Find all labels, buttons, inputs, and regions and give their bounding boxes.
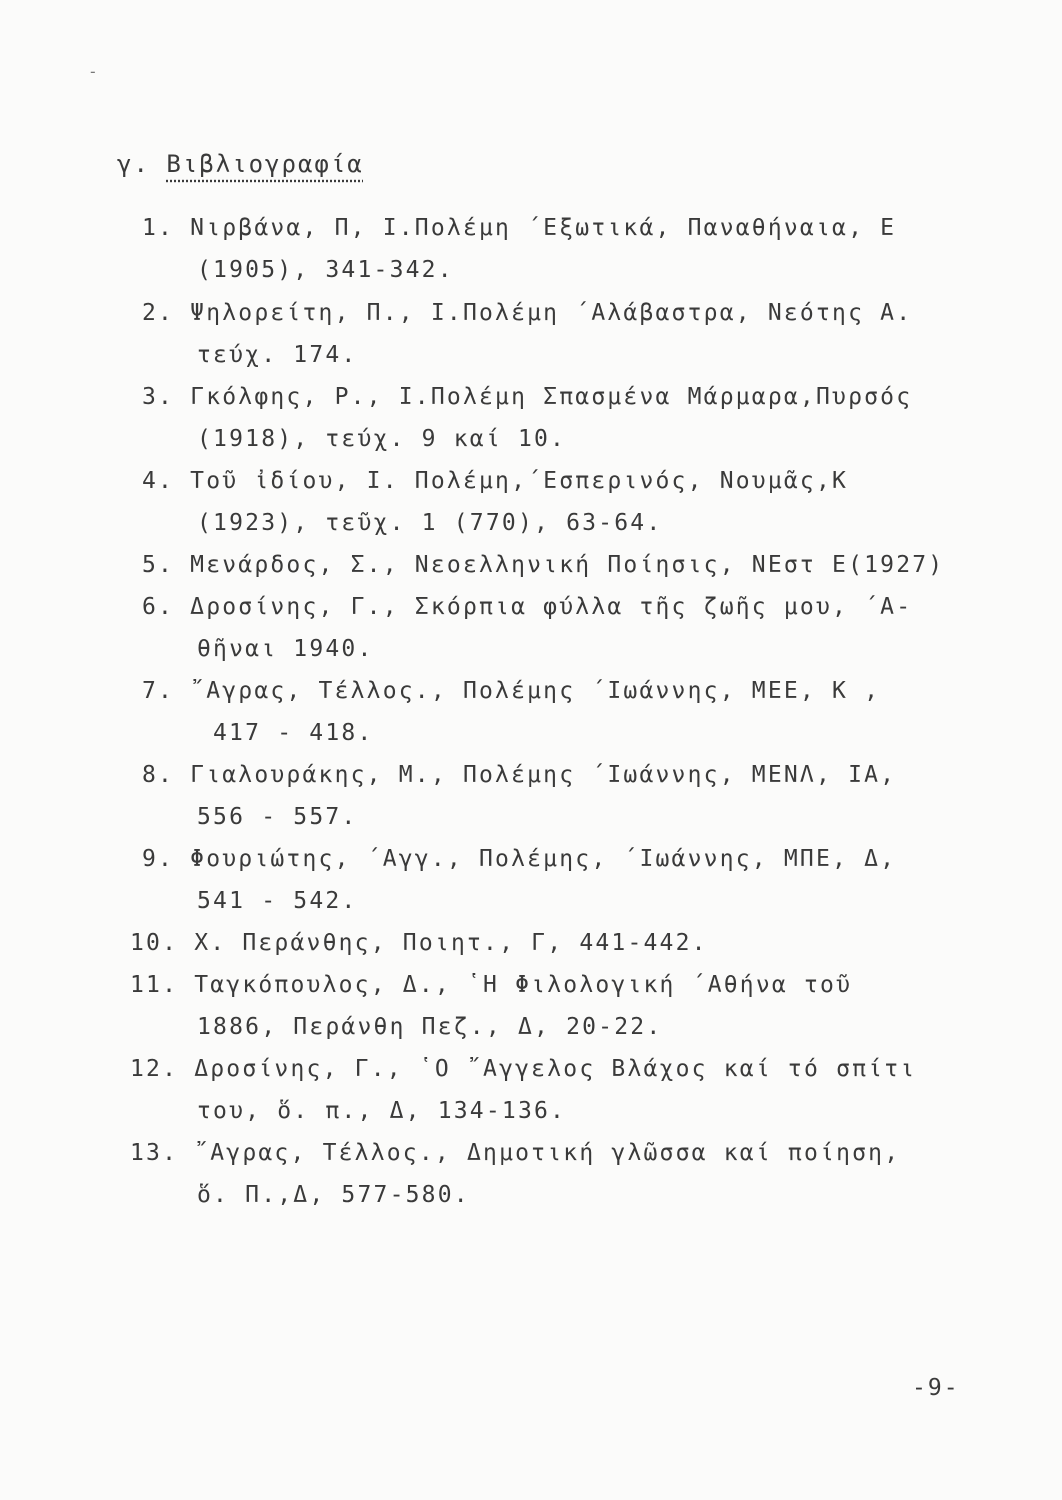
bibliography-line: 1. Νιρβάνα, Π, Ι.Πολέμη ΄Εξωτικά, Παναθήναια, Ε [142, 215, 897, 241]
bibliography-line: 1886, Περάνθη Πεζ., Δ, 20-22. [197, 1014, 663, 1040]
bibliography-line: 4. Τοῦ ἰδίου, Ι. Πολέμη,΄Εσπερινός, Νουμᾶς,Κ [142, 468, 849, 494]
bibliography-line: 9. Φουριώτης, ΄Αγγ., Πολέμης, ΄Ιωάννης, ΜΠΕ, Δ, [142, 846, 897, 872]
bibliography-line: 8. Γιαλουράκης, Μ., Πολέμης ΄Ιωάννης, ΜΕΝΛ, ΙΑ, [142, 762, 897, 788]
bibliography-line: τεύχ. 174. [197, 342, 358, 368]
bibliography-line: 10. Χ. Περάνθης, Ποιητ., Γ, 441-442. [130, 930, 708, 956]
bibliography-line: ὅ. Π.,Δ, 577-580. [197, 1182, 470, 1208]
section-label: γ. [117, 150, 150, 178]
bibliography-line: (1923), τεῦχ. 1 (770), 63-64. [197, 510, 663, 536]
bibliography-line: 12. Δροσίνης, Γ., ῾Ο ῎Αγγελος Βλάχος καί τό σπίτι [130, 1056, 917, 1082]
bibliography-line: θῆναι 1940. [197, 636, 374, 662]
bibliography-line: 556 - 557. [197, 804, 358, 830]
bibliography-line: 11. Ταγκόπουλος, Δ., ῾Η Φιλολογική ΄Αθήνα τοῦ [130, 972, 853, 998]
section-heading [117, 150, 364, 178]
bibliography-line: 2. Ψηλορείτη, Π., Ι.Πολέμη ΄Αλάβαστρα, Νεότης Α. [142, 300, 913, 326]
bibliography-line: 5. Μενάρδος, Σ., Νεοελληνική Ποίησις, ΝΕστ Ε(1927) [142, 552, 945, 578]
bibliography-line: 6. Δροσίνης, Γ., Σκόρπια φύλλα τῆς ζωῆς μου, ΄Α- [142, 594, 913, 620]
bibliography-line: 3. Γκόλφης, Ρ., Ι.Πολέμη Σπασμένα Μάρμαρα,Πυρσός [142, 384, 913, 410]
scan-mark: - [88, 62, 98, 81]
bibliography-line: 417 - 418. [213, 720, 374, 746]
bibliography-line: 13. ῎Αγρας, Τέλλος., Δημοτική γλῶσσα καί ποίηση, [130, 1140, 901, 1166]
bibliography-line: του, ὅ. π., Δ, 134-136. [197, 1098, 567, 1124]
page-number: -9- [912, 1375, 960, 1401]
bibliography-line: 7. ῎Αγρας, Τέλλος., Πολέμης ΄Ιωάννης, ΜΕΕ, Κ , [142, 678, 881, 704]
section-title: Βιβλιογραφία [166, 150, 364, 178]
bibliography-line: (1918), τεύχ. 9 καί 10. [197, 426, 567, 452]
bibliography-line: (1905), 341-342. [197, 257, 454, 283]
bibliography-line: 541 - 542. [197, 888, 358, 914]
